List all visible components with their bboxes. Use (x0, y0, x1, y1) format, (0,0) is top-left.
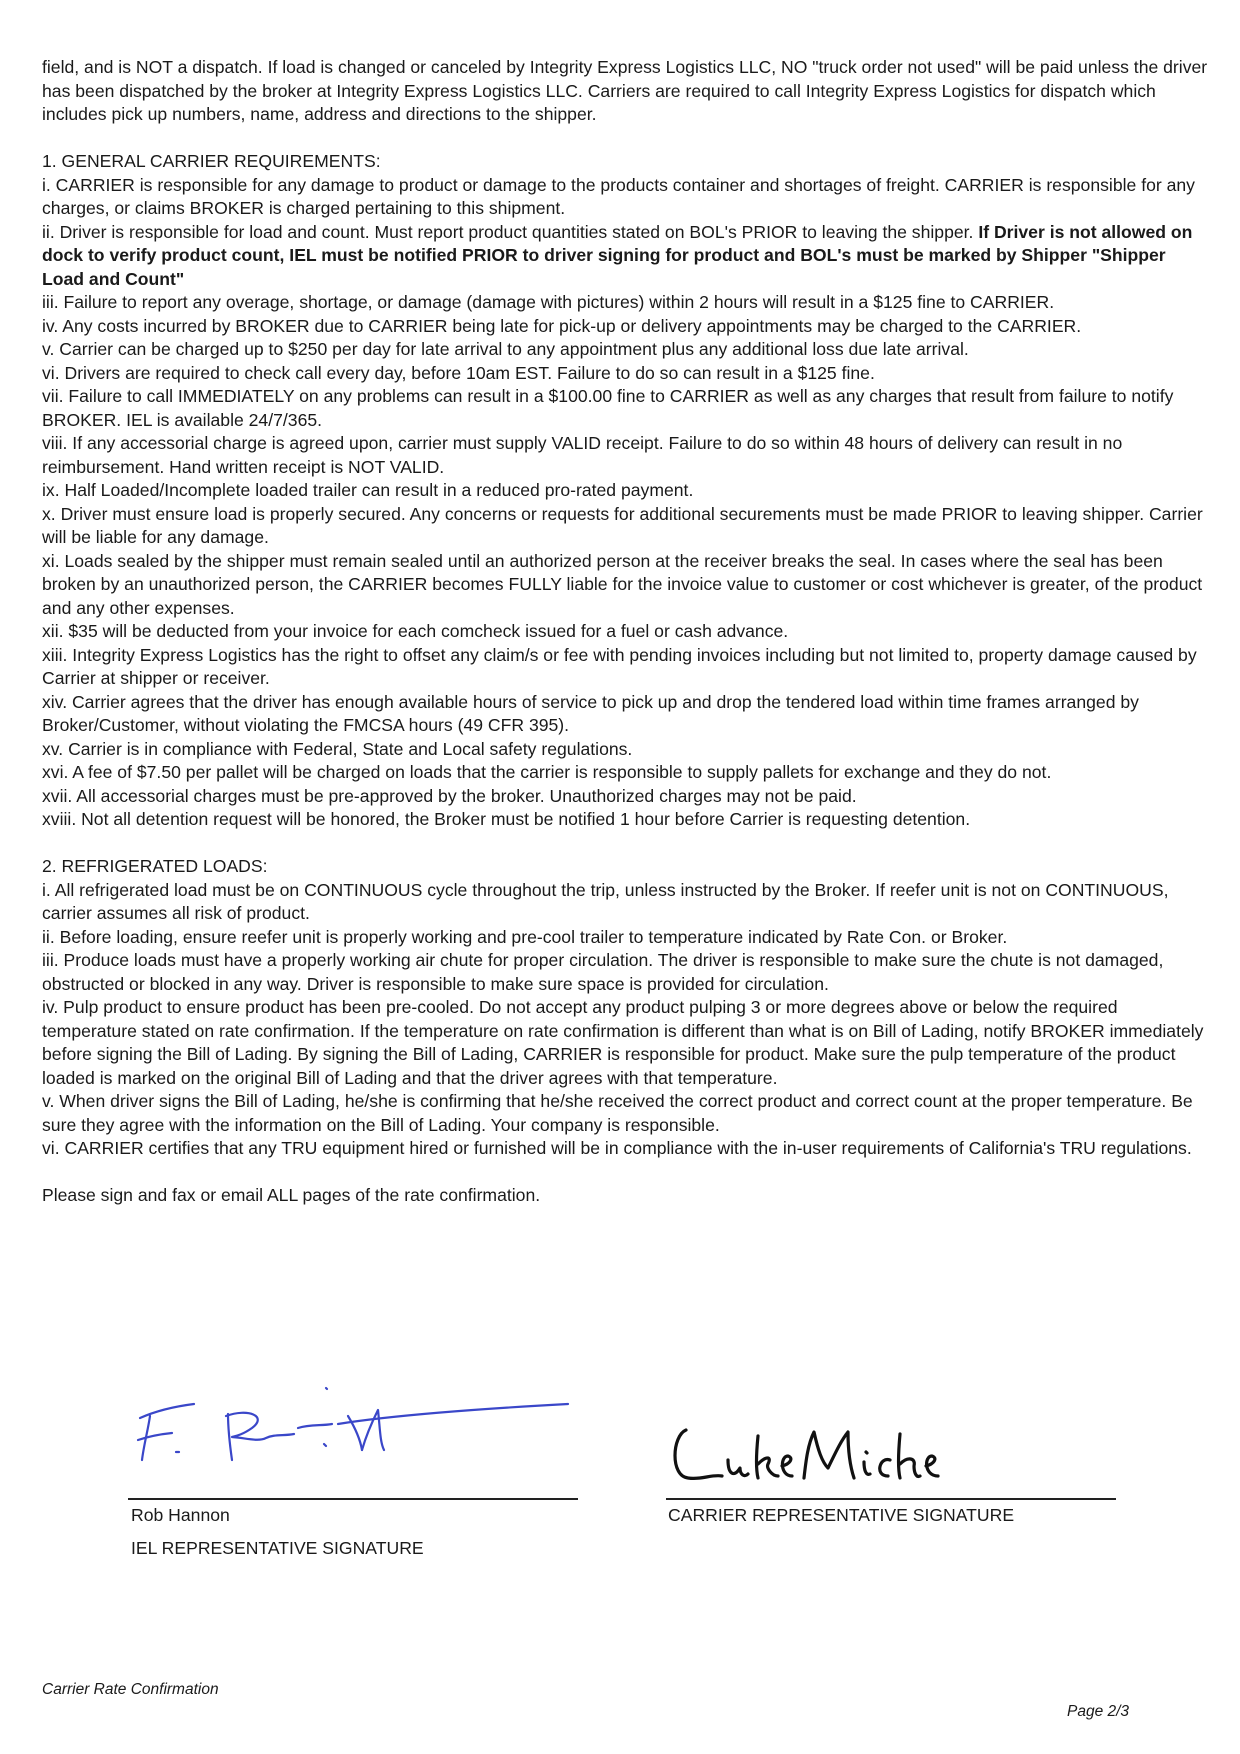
section1-list-item: xiii. Integrity Express Logistics has the right to offset any claim/s or fee with pending invoices including but not limited to, property damage caused by Carrier at shipper or receiver. (42, 644, 1197, 688)
section1-item-ii (42, 221, 1212, 292)
section1-list-item: vi. Drivers are required to check call every day, before 10am EST. Failure to do so can result in a $125 fine. (42, 362, 875, 383)
section1-list-item: ix. Half Loaded/Incomplete loaded trailer can result in a reduced pro-rated payment. (42, 480, 694, 500)
document-body (42, 56, 1212, 1208)
section1-list-item: viii. If any accessorial charge is agreed upon, carrier must supply VALID receipt. Failure to do so within 48 hours of delivery can result in no reimbursement. Hand written receipt is NOT VALID. (42, 433, 1123, 477)
footer-document-title: Carrier Rate Confirmation (42, 1681, 219, 1698)
carrier-signature-label: CARRIER REPRESENTATIVE SIGNATURE (668, 1505, 1015, 1525)
section1-heading: 1. GENERAL CARRIER REQUIREMENTS: (42, 151, 381, 171)
iel-signature-line (128, 1498, 578, 1500)
section2-list-item: i. All refrigerated load must be on CONTINUOUS cycle throughout the trip, unless instructed by the Broker. If reefer unit is not on CONTINUOUS, carrier assumes all risk of product. (42, 879, 1169, 923)
section1-list (42, 291, 1212, 832)
section2-list-item: vi. CARRIER certifies that any TRU equipment hired or furnished will be in compliance with the in-user requirements of California's TRU regulations. (42, 1138, 1192, 1158)
iel-signature-label: IEL REPRESENTATIVE SIGNATURE (131, 1538, 424, 1558)
section2-heading: 2. REFRIGERATED LOADS: (42, 856, 268, 876)
iel-representative-name: Rob Hannon (131, 1505, 230, 1525)
section1-list-item: xv. Carrier is in compliance with Federal, State and Local safety regulations. (42, 738, 633, 759)
section1-list-item: iii. Failure to report any overage, shortage, or damage (damage with pictures) within 2 hours will result in a $125 fine to CARRIER. (42, 292, 1055, 312)
section1-list-item: xiv. Carrier agrees that the driver has enough available hours of service to pick up and drop the tendered load within time frames arranged by Broker/Customer, without violating the FMCSA hours (49 CFR 395). (42, 691, 1139, 735)
carrier-signature-line (666, 1498, 1116, 1500)
section1-item-ii-plain: ii. Driver is responsible for load and count. Must report product quantities stated on BOL's PRIOR to leaving the shipper. (42, 221, 974, 242)
section1-list-item: xvi. A fee of $7.50 per pallet will be charged on loads that the carrier is responsible to supply pallets for exchange and they do not. (42, 762, 1052, 782)
section1-item-i: i. CARRIER is responsible for any damage to product or damage to the products container and shortages of freight. CARRIER is responsible for any charges, or claims BROKER is charged pertaining to this shipment. (42, 174, 1195, 218)
section1-list-item: xviii. Not all detention request will be honored, the Broker must be notified 1 hour before Carrier is requesting detention. (42, 809, 971, 829)
closing-instruction: Please sign and fax or email ALL pages of the rate confirmation. (42, 1185, 541, 1205)
section1-list-item: v. Carrier can be charged up to $250 per day for late arrival to any appointment plus any additional loss due late arrival. (42, 339, 969, 359)
section2-list-item: ii. Before loading, ensure reefer unit is properly working and pre-cool trailer to temperature indicated by Rate Con. or Broker. (42, 926, 1008, 947)
section1-list-item: xvii. All accessorial charges must be pre-approved by the broker. Unauthorized charges may not be paid. (42, 785, 857, 806)
signature-area (0, 1380, 1240, 1600)
intro-paragraph: field, and is NOT a dispatch. If load is changed or canceled by Integrity Express Logistics LLC, NO "truck order not used" will be paid unless the driver has been dispatched by the broker at Integrity Express Logistics LLC. Carriers are required to call Integrity Express Logistics for dispatch which includes pick up numbers, name, address and directions to the shipper. (42, 57, 1208, 124)
section1-list-item: x. Driver must ensure load is properly secured. Any concerns or requests for additional securements must be made PRIOR to leaving shipper. Carrier will be liable for any damage. (42, 503, 1203, 547)
section2-list-item: v. When driver signs the Bill of Lading, he/she is confirming that he/she received the correct product and correct count at the proper temperature. Be sure they agree with the information on the Bill of Lading. Your company is responsible. (42, 1091, 1193, 1135)
iel-handwritten-signature (128, 1380, 588, 1490)
carrier-handwritten-signature (668, 1416, 968, 1496)
section1-list-item: vii. Failure to call IMMEDIATELY on any problems can result in a $100.00 fine to CARRIER as well as any charges that result from failure to notify BROKER. IEL is available 24/7/365. (42, 386, 1174, 430)
section1-list-item: iv. Any costs incurred by BROKER due to CARRIER being late for pick-up or delivery appointments may be charged to the CARRIER. (42, 315, 1082, 336)
section1-list-item: xii. $35 will be deducted from your invoice for each comcheck issued for a fuel or cash advance. (42, 621, 789, 641)
section2-list-item: iii. Produce loads must have a properly working air chute for proper circulation. The driver is responsible to make sure the chute is not damaged, obstructed or blocked in any way. Driver is responsible to make sure space is provided for circulation. (42, 950, 1164, 994)
section1-list-item: xi. Loads sealed by the shipper must remain sealed until an authorized person at the receiver breaks the seal. In cases where the seal has been broken by an unauthorized person, the CARRIER becomes FULLY liable for the invoice value to customer or cost whichever is greater, of the product and any other expenses. (42, 550, 1203, 618)
section2-list (42, 879, 1212, 1161)
section2-list-item: iv. Pulp product to ensure product has been pre-cooled. Do not accept any product pulping 3 or more degrees above or below the required temperature stated on rate confirmation. If the temperature on rate confirmation is different than what is on Bill of Lading, notify BROKER immediately before signing the Bill of Lading. By signing the Bill of Lading, CARRIER is responsible for product. Make sure the pulp temperature of the product loaded is marked on the original Bill of Lading and that the driver agrees with that temperature. (42, 997, 1204, 1088)
footer-page-number: Page 2/3 (1067, 1703, 1130, 1720)
section1-item-ii-bold: If Driver is not allowed on dock to verify product count, IEL must be notified PRIOR to driver signing for product and BOL's must be marked by Shipper "Shipper Load and Count" (42, 221, 1193, 289)
